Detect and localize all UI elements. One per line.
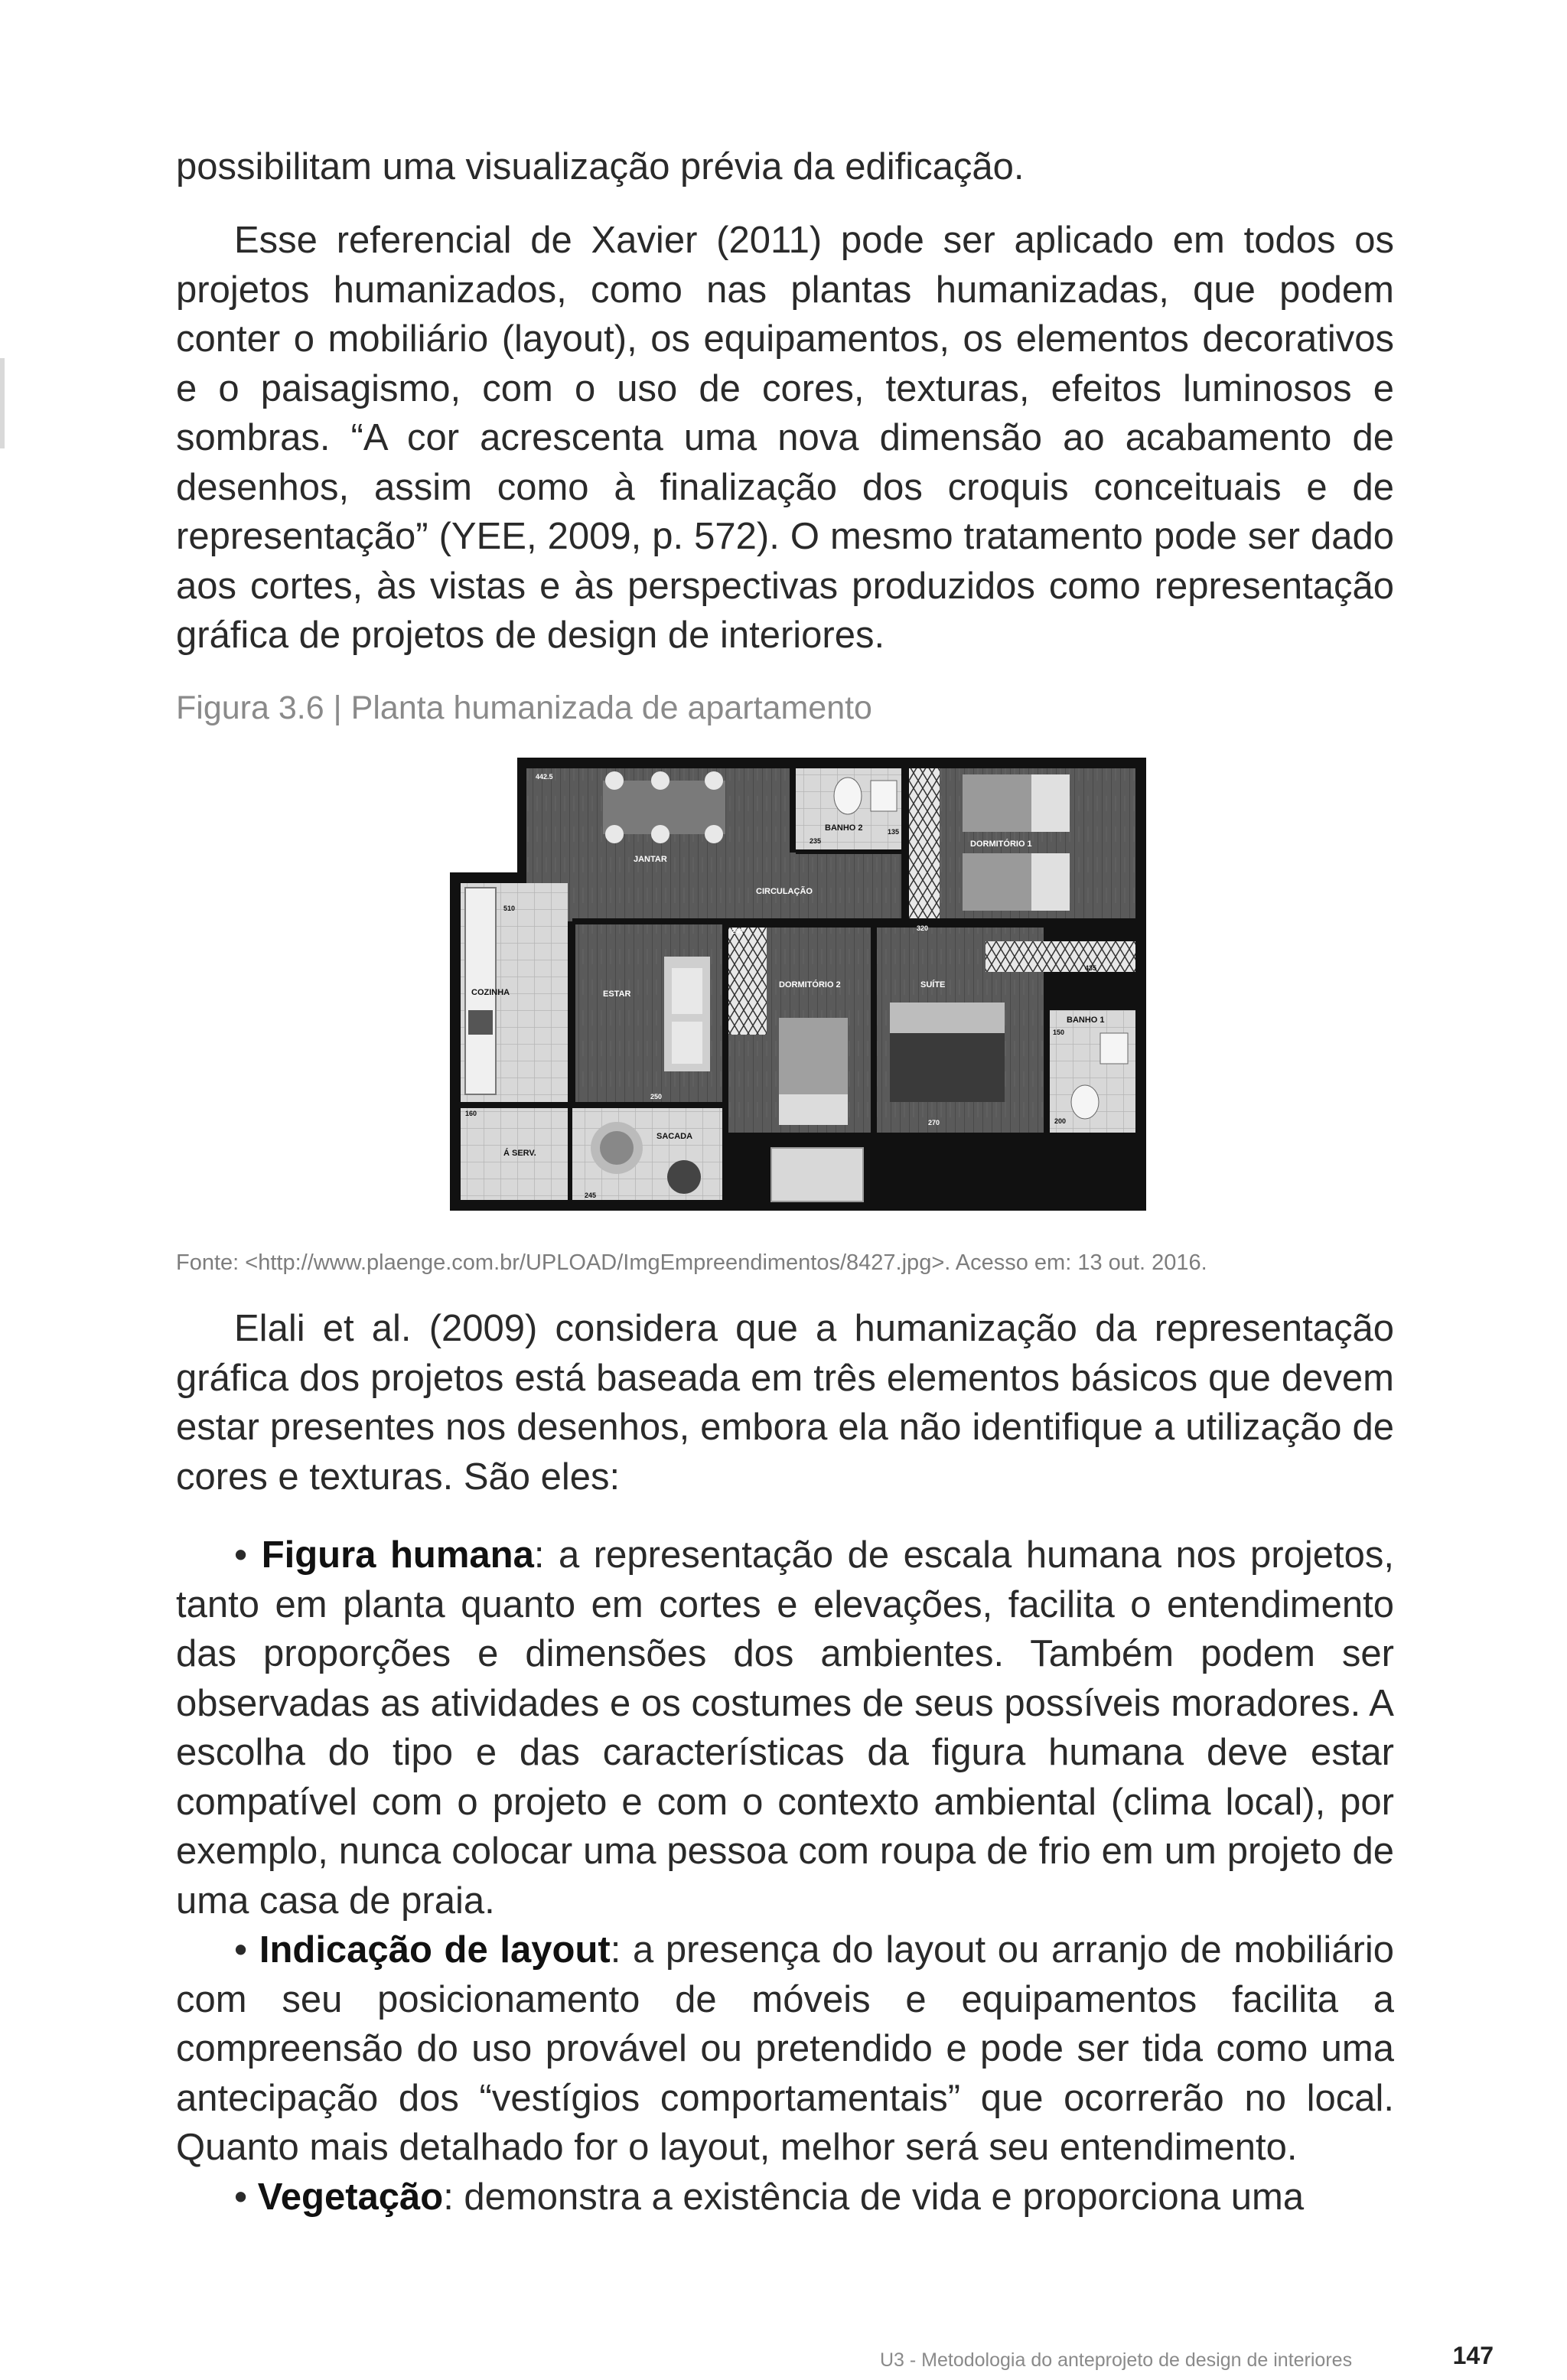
paragraph-text: Esse referencial de Xavier (2011) pode ser aplicado em todos os projetos humanizados, como nas plantas humanizadas, que podem conter o mobiliário (layout), os equipamentos, os elementos decorativos e o paisagismo, com o uso de cores, texturas, efeitos luminosos e sombras. “A cor acrescenta uma nova dimensão ao acabamento de desenhos, assim como à finalização dos croquis conceituais e de representação” (YEE, 2009, p. 572). O mesmo tratamento pode ser dado aos cortes, às vistas e às perspectivas produzidos como representação gráfica de projetos de design de interiores. xyxy=(176,220,1394,656)
floor-plan-drawing xyxy=(450,758,1146,1211)
label-suite: SUÍTE xyxy=(920,980,946,989)
bullet-text: : a presença do layout ou arranjo de mobiliário com seu posicionamento de móveis e equipamentos facilita a compreensão do uso provável ou pretendido e pode ser tida como uma antecipação dos “vestígios comportamentais” que ocorrerão no local. Quanto mais detalhado for o layout, melhor será seu entendimento. xyxy=(176,1929,1395,2168)
label-jantar: JANTAR xyxy=(634,855,667,864)
running-title: U3 - Metodologia do anteprojeto de design de interiores xyxy=(880,2349,1353,2371)
label-dormitorio-1: DORMITÓRIO 1 xyxy=(970,840,1032,849)
dim-label: 435 xyxy=(1085,964,1097,972)
bullet-term: Figura humana xyxy=(261,1534,534,1576)
figure-caption: Figura 3.6 | Planta humanizada de apartamento xyxy=(176,690,872,726)
margin-marker xyxy=(0,358,5,448)
paragraph-xavier xyxy=(176,216,1394,660)
dim-label: 240 xyxy=(731,928,744,935)
bullet-term: Vegetação xyxy=(257,2176,444,2218)
dim-label: 160 xyxy=(465,1110,477,1117)
bullet-term: Indicação de layout xyxy=(259,1929,611,1971)
dim-label: 200 xyxy=(1054,1117,1067,1125)
figure-source: Fonte: <http://www.plaenge.com.br/UPLOAD/ImgEmpreendimentos/8427.jpg>. Acesso em: 13 out. 2016. xyxy=(176,1250,1207,1275)
dim-label: 135 xyxy=(888,828,900,836)
bullet-vegetacao: • Vegetação: demonstra a existência de vida e proporciona uma xyxy=(234,2176,1305,2218)
dim-label: 150 xyxy=(1053,1029,1065,1036)
label-banho-2: BANHO 2 xyxy=(825,823,863,833)
bullet-list xyxy=(176,1531,1394,2222)
bullet-indicacao-layout: • Indicação de layout: a presença do layout ou arranjo de mobiliário com seu posicionamento de móveis e equipamentos facilita a compreensão do uso provável ou pretendido e pode ser tida como uma antecipação dos “vestígios comportamentais” que ocorrerão no local. Quanto mais detalhado for o layout, melhor será seu entendimento. xyxy=(176,1929,1395,2168)
dim-label: 442.5 xyxy=(536,773,553,781)
paragraph-elali xyxy=(176,1304,1394,1501)
dim-label: 245 xyxy=(585,1192,597,1199)
bullet-figura-humana: • Figura humana: a representação de escala humana nos projetos, tanto em planta quanto em cortes e elevações, facilita o entendimento das proporções e dimensões dos ambientes. Também podem ser observadas as atividades e os costumes de seus possíveis moradores. A escolha do tipo e das características da figura humana deve estar compatível com o projeto e com o contexto ambiental (clima local), por exemplo, nunca colocar uma pessoa com roupa de frio em um projeto de uma casa de praia. xyxy=(176,1534,1394,1922)
bullet-text: : demonstra a existência de vida e proporciona uma xyxy=(443,2176,1305,2218)
label-sacada: SACADA xyxy=(656,1132,693,1141)
continuation-line: possibilitam uma visualização prévia da edificação. xyxy=(176,146,1025,187)
label-cozinha: COZINHA xyxy=(471,988,510,997)
page-number: 147 xyxy=(1452,2342,1494,2369)
label-banho-1: BANHO 1 xyxy=(1067,1016,1105,1025)
dim-label: 270 xyxy=(928,1119,940,1126)
dim-label: 235 xyxy=(810,837,822,845)
label-area-servico: Á SERV. xyxy=(503,1149,536,1158)
label-circulacao: CIRCULAÇÃO xyxy=(756,887,813,896)
label-dormitorio-2: DORMITÓRIO 2 xyxy=(779,980,841,989)
floor-plan-figure xyxy=(450,758,1146,1211)
dim-label: 320 xyxy=(917,924,929,932)
body-continuation xyxy=(176,142,1394,192)
label-estar: ESTAR xyxy=(603,989,631,999)
dim-label: 250 xyxy=(650,1093,663,1100)
paragraph-text: Elali et al. (2009) considera que a humanização da representação gráfica dos projetos está baseada em três elementos básicos que devem estar presentes nos desenhos, embora ela não identifique a utilização de cores e texturas. São eles: xyxy=(176,1308,1394,1498)
bullet-text: : a representação de escala humana nos projetos, tanto em planta quanto em cortes e elevações, facilita o entendimento das proporções e dimensões dos ambientes. Também podem ser observadas as atividades e os costumes de seus possíveis moradores. A escolha do tipo e das características da figura humana deve estar compatível com o projeto e com o contexto ambiental (clima local), por exemplo, nunca colocar uma pessoa com roupa de frio em um projeto de uma casa de praia. xyxy=(176,1534,1394,1922)
dim-label: 510 xyxy=(503,905,516,912)
